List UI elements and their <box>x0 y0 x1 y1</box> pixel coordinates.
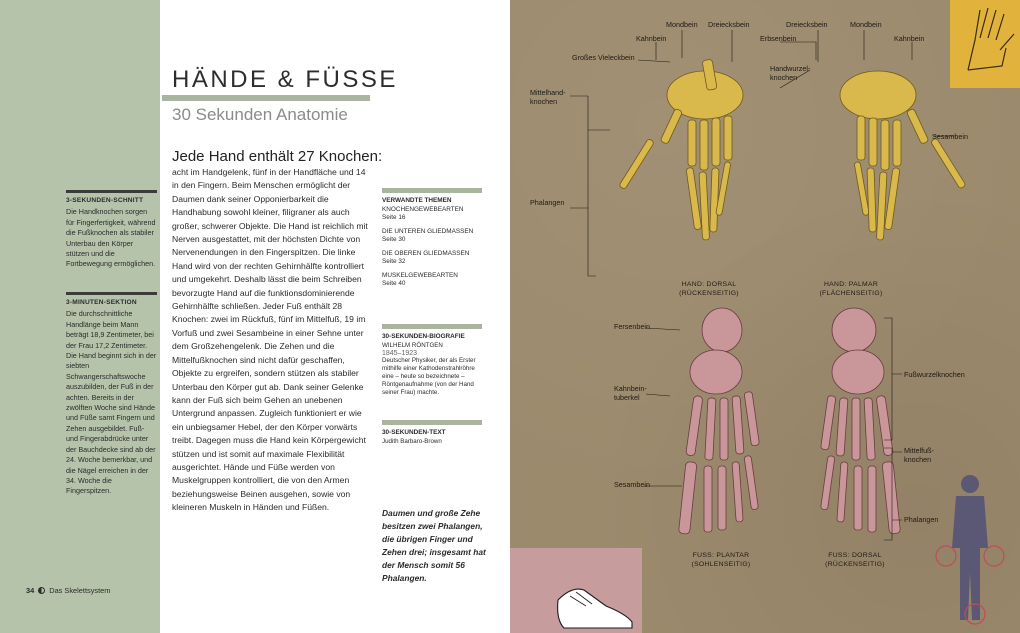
foot-dorsal-illustration <box>821 308 901 534</box>
three-minute-heading: 3-MINUTEN-SEKTION <box>66 299 137 306</box>
label-dreiecksbein-right: Dreiecksbein <box>786 20 828 29</box>
label-sesambein-foot: Sesambein <box>614 480 650 489</box>
label-kahnbein-left: Kahnbein <box>636 34 667 43</box>
divider <box>382 188 482 193</box>
biography-text: Deutscher Physiker, der als Erster mithilfe einer Kathodenstrahlröhre eine – heute so bezeichnete – Röntgenaufnahme (von der Hand seiner Frau) machte. <box>382 357 476 396</box>
divider <box>66 190 157 193</box>
author-name: Judith Barbaro-Brown <box>382 438 442 445</box>
label-fusswurzelknochen: Fußwurzelknochen <box>904 370 965 379</box>
three-second-box <box>66 190 157 270</box>
page-subtitle: 30 Sekunden Anatomie <box>172 105 348 124</box>
three-second-text: Die Handknochen sorgen für Fingerfertigkeit, während die Fußknochen als stabiler Unterbau den Körper stützen und die Fortbewegung ermöglichen. <box>66 207 156 269</box>
hand-palmar-illustration <box>840 71 966 240</box>
label-mittelfussknochen: Mittelfuß- knochen <box>904 446 934 464</box>
lead-sentence: Jede Hand enthält 27 Knochen: <box>172 148 383 165</box>
related-topic: MUSKELGEWEBEARTEN <box>382 272 458 279</box>
related-item[interactable] <box>382 228 482 244</box>
three-minute-box <box>66 292 157 497</box>
label-erbsenbein: Erbsenbein <box>760 34 797 43</box>
anatomy-illustration <box>510 0 1020 633</box>
related-item[interactable] <box>382 206 482 222</box>
related-topic: DIE OBEREN GLIEDMASSEN <box>382 250 470 257</box>
related-page: Seite 30 <box>382 236 406 243</box>
sidebar-column <box>0 0 160 633</box>
related-topic: KNOCHENGEWEBEARTEN <box>382 206 464 213</box>
biography-box <box>382 324 482 397</box>
label-mondbein-left: Mondbein <box>666 20 698 29</box>
caption-foot-dorsal: FUSS: DORSAL (RÜCKENSEITIG) <box>825 552 885 568</box>
divider <box>66 292 157 295</box>
label-handwurzelknochen: Handwurzel- knochen <box>770 64 811 82</box>
label-mondbein-right: Mondbein <box>850 20 882 29</box>
half-circle-icon <box>38 587 45 594</box>
foot-plantar-illustration <box>679 308 760 534</box>
three-second-heading: 3-SEKUNDEN-SCHNITT <box>66 197 144 204</box>
human-silhouette-icon <box>936 475 1004 624</box>
related-heading: VERWANDTE THEMEN <box>382 197 452 204</box>
page-footer <box>26 586 110 595</box>
title-rule <box>162 95 370 101</box>
caption-hand-palmar: HAND: PALMAR (FLÄCHENSEITIG) <box>819 281 883 297</box>
body-text: acht im Handgelenk, fünf in der Handfläche und 14 in den Fingern. Beim Menschen ermöglicht der Daumen dank seiner Opponierbarkeit die Handhabung sowohl kleiner, filigraner als auch großer, schwerer Objekte. Die Hand ist reichlich mit Nerven ausgestattet, mit der höchsten Dichte von Nervenendungen in den Fingerspitzen. Die linke Hand wird von der rechten Gehirnhälfte kontrolliert und umgekehrt. Deshalb lässt die beim Schreiben bevorzugte Hand auf die funktionsdominierende Gehirnhälfte schließen. Jeder Fuß enthält 28 Knochen: zwei im Rückfuß, fünf im Mittelfuß, 19 im Vorfuß und zwei Sesambeine in einer Sehne unter dem Großzehengelenk. Die Zehen und die Mittelfußknochen sind nicht dafür geschaffen, Objekte zu ergreifen, sondern stützen als stabiler Unterbau den Körper gut ab. Dank seiner Gelenke kann der Fuß sich beim Gehen an unebenen Untergrund anpassen. Zugleich funktioniert er wie ein unbiegsamer Hebel, der den Körper vorwärts treibt. Dagegen muss die Hand kein Körpergewicht stützen und ist somit auf maximale Flexibilität ausgerichtet. Hände und Füße werden von Muskelgruppen kontrolliert, die von den Armen beziehungsweise Beinen ausgehen, sowie von kleineren Muskeln in Händen und Füßen. <box>172 167 368 513</box>
page-title: HÄNDE & FÜSSE <box>172 66 398 93</box>
biography-heading: 30-SEKUNDEN-BIOGRAFIE <box>382 333 465 340</box>
related-item[interactable] <box>382 250 482 266</box>
related-item[interactable] <box>382 272 482 288</box>
divider <box>382 420 482 425</box>
label-kahnbeintuberkel: Kahnbein- tuberkel <box>614 384 647 402</box>
author-box <box>382 420 482 446</box>
pull-quote: Daumen und große Zehe besitzen zwei Phalangen, die übrigen Finger und Zehen drei; insgesamt hat der Mensch somit 56 Phalangen. <box>382 508 486 583</box>
related-page: Seite 40 <box>382 280 406 287</box>
label-kahnbein-right: Kahnbein <box>894 34 925 43</box>
label-fersenbein: Fersenbein <box>614 322 650 331</box>
label-grosses-vieleckbein: Großes Vieleckbein <box>572 53 635 62</box>
glove-icon <box>968 8 1014 70</box>
hand-dorsal-illustration <box>619 59 743 240</box>
page-number: 34 <box>26 586 35 595</box>
divider <box>382 324 482 329</box>
biography-name: WILHELM RÖNTGEN <box>382 342 443 349</box>
biography-years: 1845–1923 <box>382 350 418 357</box>
related-page: Seite 32 <box>382 258 406 265</box>
label-phalangen-hand: Phalangen <box>530 198 565 207</box>
label-sesambein-hand: Sesambein <box>932 132 968 141</box>
label-phalangen-foot: Phalangen <box>904 515 939 524</box>
label-dreiecksbein-left: Dreiecksbein <box>708 20 750 29</box>
label-mittelhandknochen: Mittelhand- knochen <box>530 88 566 106</box>
related-page: Seite 16 <box>382 214 406 221</box>
caption-hand-dorsal: HAND: DORSAL (RÜCKENSEITIG) <box>679 281 739 297</box>
section-name: Das Skelettsystem <box>49 586 111 595</box>
author-heading: 30-SEKUNDEN-TEXT <box>382 429 446 436</box>
right-page <box>510 0 1020 633</box>
related-topic: DIE UNTEREN GLIEDMASSEN <box>382 228 474 235</box>
related-topics <box>382 188 482 294</box>
shoe-icon <box>558 589 632 628</box>
three-minute-text: Die durchschnittliche Handlänge beim Mann beträgt 18,9 Zentimeter, bei der Frau 17,2 Zentimeter. Die Hand beginnt sich in der siebten Schwangerschaftswoche auszubilden, der Fuß in der achten. Bereits in der zwölften Woche sind Hände und Füße samt Fingern und Zehen ausgebildet. Fuß- und Fingerabdrücke unter der Bauchdecke sind ab der 24. Woche bemerkbar, und die Nägel erreichen in der 34. Woche die Fingerspitzen. <box>66 309 157 496</box>
caption-foot-plantar: FUSS: PLANTAR (SOHLENSEITIG) <box>691 552 751 568</box>
